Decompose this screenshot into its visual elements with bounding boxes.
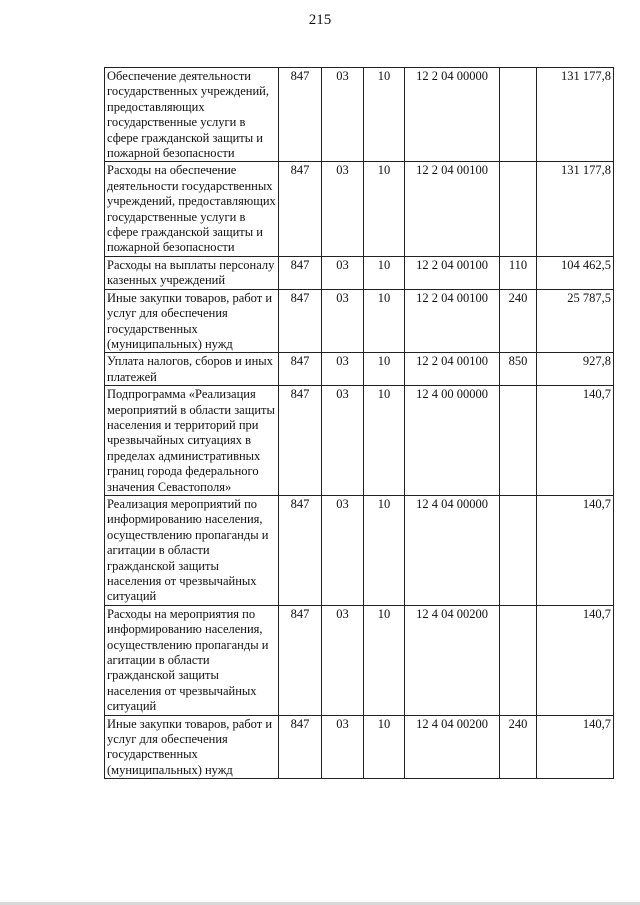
- row-ministry-code: 847: [279, 256, 322, 289]
- row-amount: 140,7: [537, 715, 614, 779]
- row-subsection-code: 10: [364, 605, 405, 715]
- row-ministry-code: 847: [279, 386, 322, 496]
- row-target-item-code: 12 4 00 00000: [405, 386, 500, 496]
- row-subsection-code: 10: [364, 386, 405, 496]
- row-name: Обеспечение деятельности государственных учреждений, предоставляющих государственные услуги в сфере гражданской защиты и пожарной безопасности: [105, 68, 279, 162]
- table-row: [105, 495, 614, 605]
- row-section-code: 03: [322, 386, 364, 496]
- row-section-code: 03: [322, 353, 364, 386]
- row-expense-type-code: 110: [500, 256, 537, 289]
- row-subsection-code: 10: [364, 68, 405, 162]
- budget-table: [104, 67, 614, 779]
- row-subsection-code: 10: [364, 162, 405, 256]
- table-row: [105, 605, 614, 715]
- row-section-code: 03: [322, 256, 364, 289]
- row-section-code: 03: [322, 605, 364, 715]
- row-expense-type-code: [500, 162, 537, 256]
- row-amount: 927,8: [537, 353, 614, 386]
- row-section-code: 03: [322, 495, 364, 605]
- table-row: [105, 256, 614, 289]
- row-expense-type-code: [500, 386, 537, 496]
- row-target-item-code: 12 4 04 00000: [405, 495, 500, 605]
- table-row: [105, 289, 614, 353]
- row-amount: 140,7: [537, 495, 614, 605]
- row-amount: 25 787,5: [537, 289, 614, 353]
- row-name: Расходы на мероприятия по информированию населения, осуществлению пропаганды и агитации в области гражданской защиты населения от чрезвычайных ситуаций: [105, 605, 279, 715]
- row-target-item-code: 12 2 04 00000: [405, 68, 500, 162]
- row-target-item-code: 12 2 04 00100: [405, 162, 500, 256]
- row-expense-type-code: [500, 495, 537, 605]
- row-subsection-code: 10: [364, 289, 405, 353]
- table-row: [105, 353, 614, 386]
- row-ministry-code: 847: [279, 162, 322, 256]
- table-row: [105, 68, 614, 162]
- table-row: [105, 715, 614, 779]
- row-subsection-code: 10: [364, 715, 405, 779]
- row-subsection-code: 10: [364, 256, 405, 289]
- row-expense-type-code: 240: [500, 715, 537, 779]
- row-amount: 140,7: [537, 386, 614, 496]
- row-ministry-code: 847: [279, 605, 322, 715]
- row-name: Реализация мероприятий по информированию населения, осуществлению пропаганды и агитации в области гражданской защиты населения от чрезвычайных ситуаций: [105, 495, 279, 605]
- row-name: Расходы на выплаты персоналу казенных учреждений: [105, 256, 279, 289]
- row-target-item-code: 12 4 04 00200: [405, 605, 500, 715]
- row-expense-type-code: [500, 605, 537, 715]
- row-name: Подпрограмма «Реализация мероприятий в области защиты населения и территорий при чрезвычайных ситуациях в пределах административных границ города федерального значения Севастополя»: [105, 386, 279, 496]
- row-subsection-code: 10: [364, 353, 405, 386]
- row-ministry-code: 847: [279, 495, 322, 605]
- row-name: Иные закупки товаров, работ и услуг для обеспечения государственных (муниципальных) нужд: [105, 289, 279, 353]
- row-ministry-code: 847: [279, 353, 322, 386]
- row-ministry-code: 847: [279, 68, 322, 162]
- row-amount: 140,7: [537, 605, 614, 715]
- row-amount: 131 177,8: [537, 68, 614, 162]
- row-section-code: 03: [322, 68, 364, 162]
- row-expense-type-code: 240: [500, 289, 537, 353]
- page-number: 215: [308, 12, 332, 28]
- row-section-code: 03: [322, 162, 364, 256]
- row-target-item-code: 12 2 04 00100: [405, 289, 500, 353]
- row-name: Уплата налогов, сборов и иных платежей: [105, 353, 279, 386]
- row-expense-type-code: [500, 68, 537, 162]
- row-expense-type-code: 850: [500, 353, 537, 386]
- row-section-code: 03: [322, 289, 364, 353]
- row-target-item-code: 12 4 04 00200: [405, 715, 500, 779]
- row-ministry-code: 847: [279, 715, 322, 779]
- row-target-item-code: 12 2 04 00100: [405, 353, 500, 386]
- table-body: [105, 68, 614, 779]
- row-subsection-code: 10: [364, 495, 405, 605]
- row-section-code: 03: [322, 715, 364, 779]
- row-amount: 104 462,5: [537, 256, 614, 289]
- row-amount: 131 177,8: [537, 162, 614, 256]
- row-ministry-code: 847: [279, 289, 322, 353]
- table-row: [105, 162, 614, 256]
- row-name: Иные закупки товаров, работ и услуг для обеспечения государственных (муниципальных) нужд: [105, 715, 279, 779]
- row-name: Расходы на обеспечение деятельности государственных учреждений, предоставляющих государственные услуги в сфере гражданской защиты и пожарной безопасности: [105, 162, 279, 256]
- row-target-item-code: 12 2 04 00100: [405, 256, 500, 289]
- table-row: [105, 386, 614, 496]
